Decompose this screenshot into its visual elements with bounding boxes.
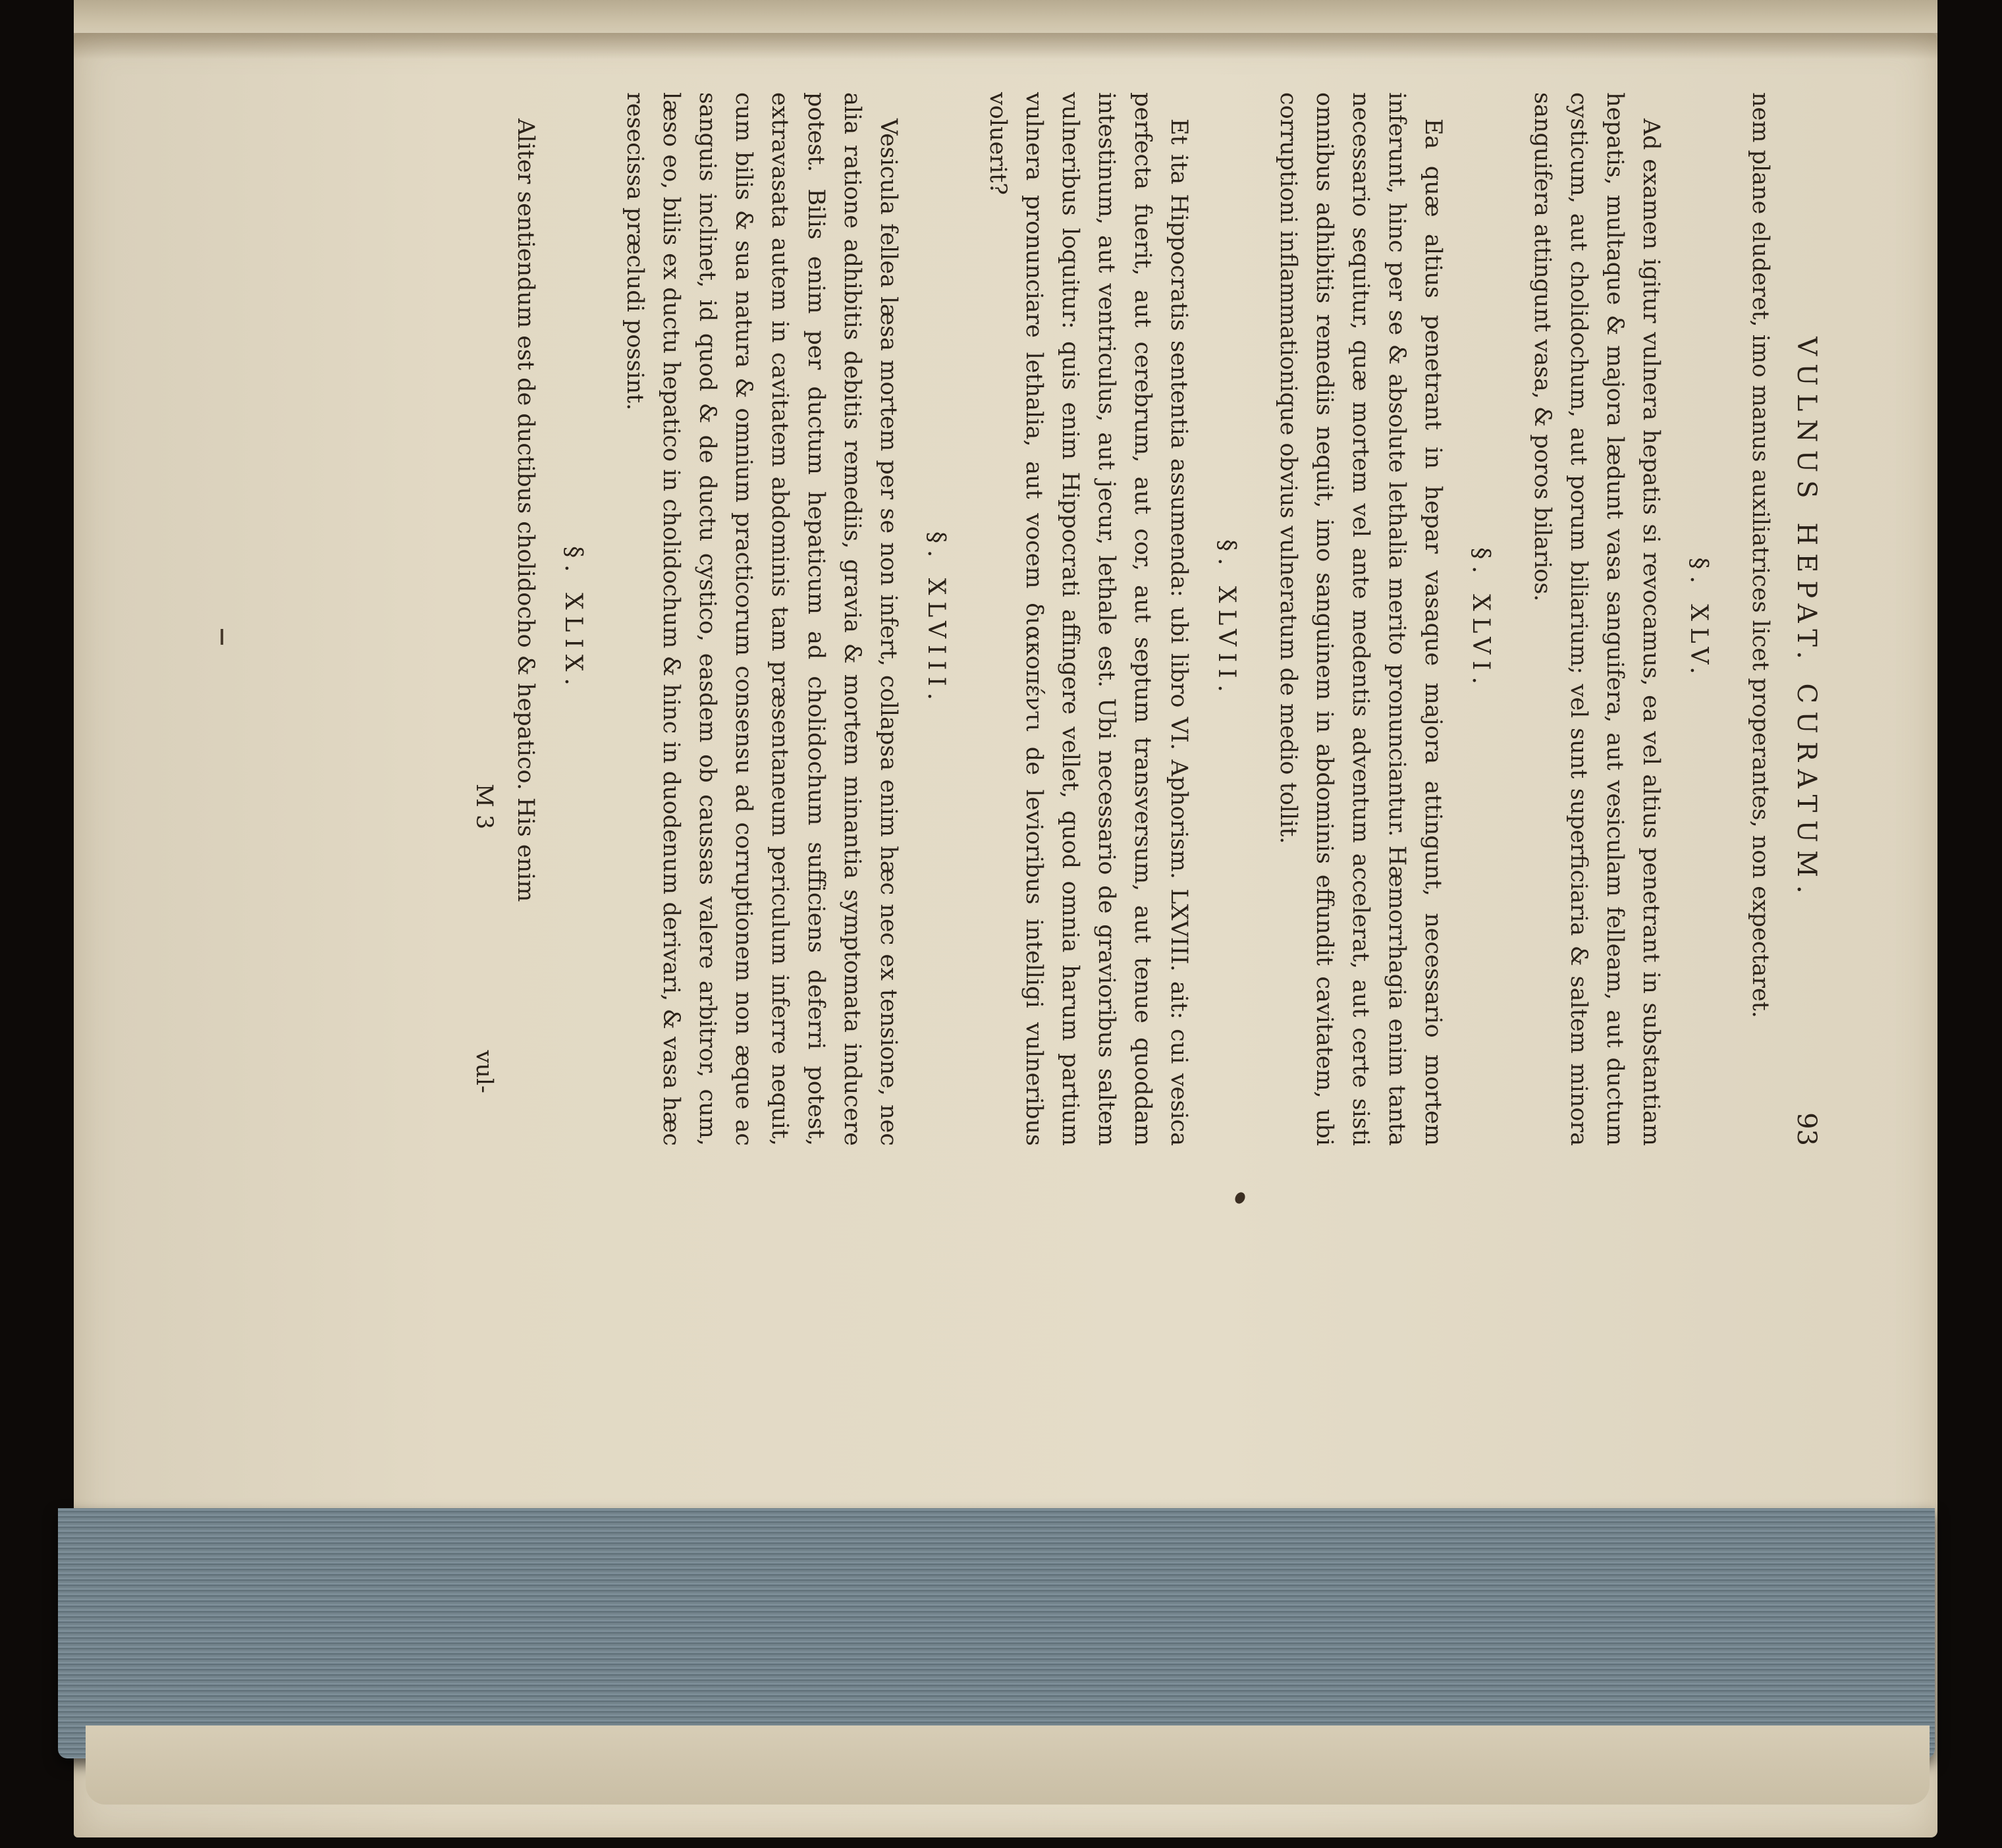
page-footer — [466, 92, 502, 1146]
printed-text-block — [349, 92, 1824, 1146]
page-block-edges — [58, 1508, 1935, 1758]
page-number: 93 — [1791, 1112, 1822, 1146]
paragraph-xlix: Aliter sentiendum est de ductibus cholidocho & hepatico. His enim — [512, 119, 539, 902]
section-heading-xlvii: §. XLVII. — [1213, 539, 1240, 699]
signature-mark: M 3 — [471, 784, 497, 830]
paragraph-xlv: Ad examen igitur vulnera hepatis si revocamus, ea vel altius penetrant in substantiam hepatis, multaque & majora lædunt vasa sanguifera, aut vesiculam felleam, aut ductum cysticum, aut cholidochum, aut porum biliarium; vel sunt superficiaria & saltem minora sanguifera attingunt vasa, & poros bilarios. — [1529, 92, 1664, 1146]
section-heading-xlix: §. XLIX. — [560, 546, 587, 692]
paragraph-xlvii: Et ita Hippocratis sententia assumenda: ubi libro VI. Aphorism. LXVIII. ait: cui vesica perfecta fuerit, aut cerebrum, aut cor, aut septum transversum, aut tenue quoddam intestinum, aut ventriculus, aut jecur, lethale est. Ubi necessario de gravioribus saltem vulneribus loquitur: quis enim Hippocrati affingere vellet, quod omnia harum partium vulnera pronunciare lethalia, aut vocem διακοπέντι de levioribus intelligi vulneribus voluerit? — [985, 92, 1192, 1146]
paragraph-xlvi: Ea quæ altius penetrant in hepar vasaque majora attingunt, necessario mortem inferunt, hinc per se & absolute lethalia merito pronunciantur. Hæmorrhagia enim tanta necessario sequitur, quæ mortem vel ante medentis adventum accelerat, aut certe sisti omnibus adhibitis remediis nequit, imo sanguinem in abdominis effundit cavitatem, ubi corruptioni inflammationique obvius vulneratum de medio tollit. — [1275, 92, 1446, 1146]
running-title: VULNUS HEPAT. CURATUM. — [1791, 337, 1822, 902]
gutter-shadow — [74, 33, 1937, 59]
running-head — [1778, 92, 1824, 1146]
section-heading-xlv: §. XLV. — [1685, 557, 1712, 681]
catchword: vul- — [471, 1050, 497, 1093]
paragraph-continuation: nem plane eluderet, imo manus auxiliatrices licet properantes, non expectaret. — [1747, 92, 1773, 1018]
page-block-cover — [86, 1726, 1930, 1805]
section-heading-xlviii: §. XLVIII. — [923, 531, 950, 707]
paragraph-xlviii: Vesicula fellea læsa mortem per se non infert, collapsa enim hæc nec ex tensione, nec alia ratione adhibitis debitis remediis, gravia & mortem minantia symptomata inducere potest. Bilis enim per ductum hepaticum ad cholidochum sufficiens deferri potest, extravasata autem in cavitatem abdominis tam præsentaneum periculum inferre nequit, cum bilis & sua natura & omnium practicorum consensu ad corruptionem non æque ac sanguis inclinet, id quod & de ductu cystico, easdem ob caussas valere arbitror, cum, læso eo, bilis ex ductu hepatico in cholidochum & hinc in duodenum derivari, & vasa hæc resecissa præcludi possint. — [622, 92, 902, 1146]
section-heading-xlvi: §. XLVI. — [1467, 547, 1494, 691]
stray-ink-mark — [221, 629, 223, 645]
